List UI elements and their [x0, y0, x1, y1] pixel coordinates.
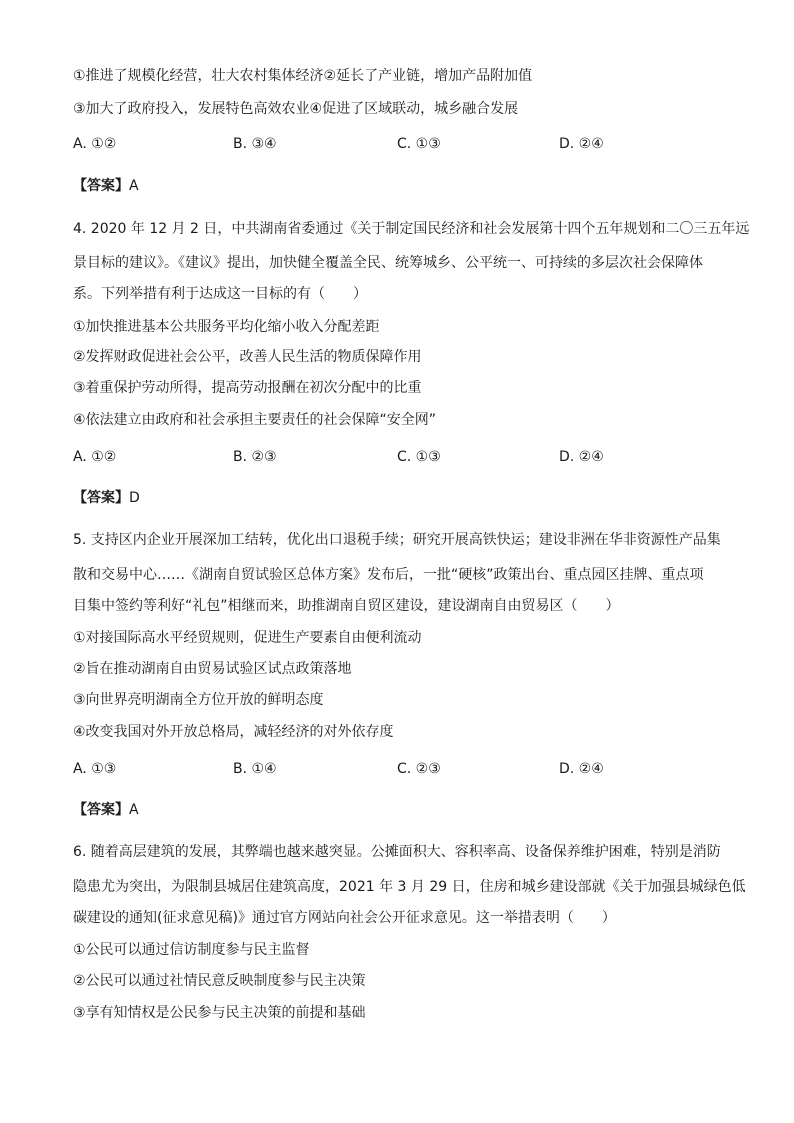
q6-option-1: ①公民可以通过信访制度参与民主监督 — [73, 942, 310, 958]
q4-answer-value: D — [129, 490, 140, 506]
q4-option-3: ③着重保护劳动所得，提高劳动报酬在初次分配中的比重 — [73, 380, 422, 396]
q4-option-1: ①加快推进基本公共服务平均化缩小收入分配差距 — [73, 319, 380, 335]
q3-option-line-1: ①推进了规模化经营，壮大农村集体经济②延长了产业链，增加产品附加值 — [73, 68, 533, 84]
q3-choice-a: A. ①② — [73, 136, 117, 152]
q5-option-2: ②旨在推动湖南自由贸易试验区试点政策落地 — [73, 661, 352, 677]
q4-answer-label: 【答案】 — [73, 490, 129, 506]
q5-answer-value: A — [129, 802, 139, 818]
q6-stem-line-2: 隐患尤为突出，为限制县城居住建筑高度，2021 年 3 月 29 日，住房和城乡建设部就《关于加强县城绿色低 — [73, 879, 746, 895]
q4-choice-a: A. ①② — [73, 449, 117, 465]
q6-option-2: ②公民可以通过社情民意反映制度参与民主决策 — [73, 973, 366, 989]
q5-answer-label: 【答案】 — [73, 802, 129, 818]
q3-choice-b: B. ③④ — [233, 136, 277, 152]
q3-choice-c: C. ①③ — [397, 136, 441, 152]
q5-stem-line-3: 目集中签约等利好“礼包”相继而来，助推湖南自贸区建设，建设湖南自由贸易区（ ） — [73, 598, 620, 614]
q5-answer — [73, 801, 139, 819]
q4-option-2: ②发挥财政促进社会公平，改善人民生活的物质保障作用 — [73, 349, 422, 365]
q5-choice-c: C. ②③ — [397, 761, 441, 777]
q3-answer-value: A — [129, 178, 139, 194]
q6-stem-line-3: 碳建设的通知(征求意见稿)》通过官方网站向社会公开征求意见。这一举措表明（ ） — [73, 910, 616, 926]
q4-choice-c: C. ①③ — [397, 449, 441, 465]
q5-choice-b: B. ①④ — [233, 761, 277, 777]
q4-choice-d: D. ②④ — [559, 449, 604, 465]
q3-option-line-2: ③加大了政府投入，发展特色高效农业④促进了区域联动，城乡融合发展 — [73, 101, 519, 117]
q5-stem-line-1: 5. 支持区内企业开展深加工结转，优化出口退税手续；研究开展高铁快运；建设非洲在华非资源性产品集 — [73, 532, 721, 548]
q5-option-1: ①对接国际高水平经贸规则，促进生产要素自由便利流动 — [73, 630, 422, 646]
q5-stem-line-2: 散和交易中心……《湖南自贸试验区总体方案》发布后，一批“硬核”政策出台、重点园区挂牌、重点项 — [73, 567, 704, 583]
q3-answer-label: 【答案】 — [73, 178, 129, 194]
q4-stem-line-3: 系。下列举措有利于达成这一目标的有（ ） — [73, 286, 367, 302]
q3-choice-d: D. ②④ — [559, 136, 604, 152]
q4-stem-line-1: 4. 2020 年 12 月 2 日，中共湖南省委通过《关于制定国民经济和社会发展第十四个五年规划和二〇三五年远 — [73, 221, 750, 237]
q5-option-4: ④改变我国对外开放总格局，减轻经济的对外依存度 — [73, 724, 394, 740]
q5-choice-d: D. ②④ — [559, 761, 604, 777]
q5-option-3: ③向世界亮明湖南全方位开放的鲜明态度 — [73, 692, 324, 708]
q5-choice-a: A. ①③ — [73, 761, 117, 777]
q4-choice-b: B. ②③ — [233, 449, 277, 465]
q6-stem-line-1: 6. 随着高层建筑的发展，其弊端也越来越突显。公摊面积大、容积率高、设备保养维护困难，特别是消防 — [73, 844, 721, 860]
q6-option-3: ③享有知情权是公民参与民主决策的前提和基础 — [73, 1005, 366, 1021]
q4-answer — [73, 489, 140, 507]
q4-option-4: ④依法建立由政府和社会承担主要责任的社会保障“安全网” — [73, 412, 437, 428]
q3-answer — [73, 177, 139, 195]
q4-stem-line-2: 景目标的建议》。《建议》提出，加快健全覆盖全民、统筹城乡、公平统一、可持续的多层次社会保障体 — [73, 255, 703, 271]
